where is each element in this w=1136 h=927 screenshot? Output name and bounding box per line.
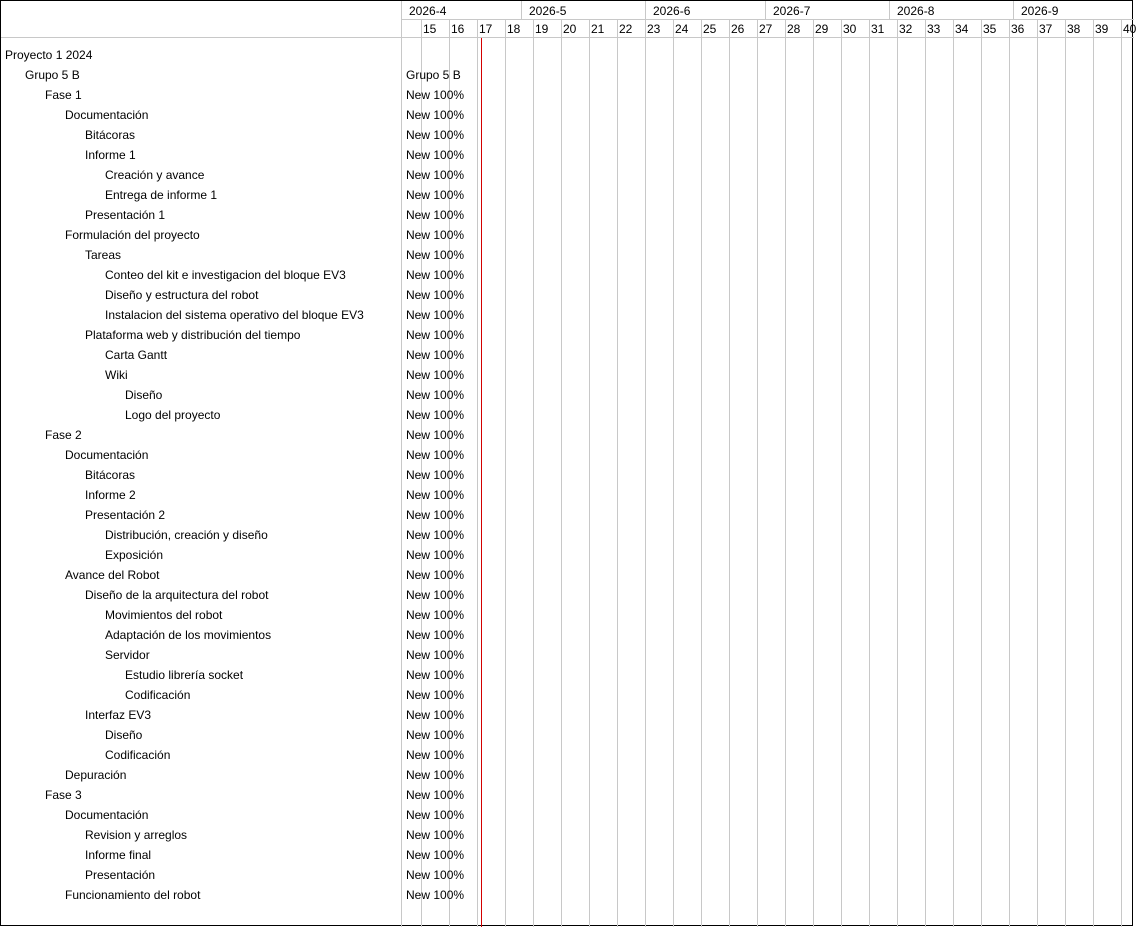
task-bar-label[interactable]: New 100% [406, 308, 465, 322]
month-separator [889, 1, 890, 19]
task-name[interactable]: Diseño [105, 728, 143, 742]
task-bar-label[interactable]: New 100% [406, 108, 465, 122]
task-bar-label[interactable]: New 100% [406, 848, 465, 862]
month-label: 2026-4 [409, 4, 447, 18]
task-name[interactable]: Bitácoras [85, 128, 136, 142]
task-name[interactable]: Carta Gantt [105, 348, 168, 362]
task-bar-label[interactable]: New 100% [406, 348, 465, 362]
task-bar-label[interactable]: New 100% [406, 208, 465, 222]
week-label: 31 [871, 22, 885, 36]
task-name[interactable]: Fase 2 [45, 428, 82, 442]
task-bar-label[interactable]: New 100% [406, 528, 465, 542]
task-bar-label[interactable]: New 100% [406, 368, 465, 382]
month-separator [1013, 1, 1014, 19]
week-gridline [589, 19, 590, 927]
task-name[interactable]: Logo del proyecto [125, 408, 221, 422]
task-bar-label[interactable]: New 100% [406, 388, 465, 402]
task-bar-label[interactable]: New 100% [406, 228, 465, 242]
task-name[interactable]: Informe 2 [85, 488, 136, 502]
week-label: 18 [507, 22, 521, 36]
week-gridline [729, 19, 730, 927]
month-label: 2026-6 [653, 4, 691, 18]
task-bar-label[interactable]: New 100% [406, 88, 465, 102]
month-label: 2026-5 [529, 4, 567, 18]
task-bar-label[interactable]: New 100% [406, 888, 465, 902]
week-gridline [925, 19, 926, 927]
week-label: 28 [787, 22, 801, 36]
week-label: 35 [983, 22, 997, 36]
week-gridline [701, 19, 702, 927]
task-name[interactable]: Bitácoras [85, 468, 136, 482]
week-gridline [1037, 19, 1038, 927]
task-name[interactable]: Conteo del kit e investigacion del bloque EV3 [105, 268, 346, 282]
week-label: 32 [899, 22, 913, 36]
week-label: 22 [619, 22, 633, 36]
task-bar-label[interactable]: New 100% [406, 568, 465, 582]
task-bar-label[interactable]: New 100% [406, 148, 465, 162]
task-bar-label[interactable]: New 100% [406, 728, 465, 742]
week-label: 17 [479, 22, 493, 36]
week-gridline [477, 19, 478, 927]
task-bar-label[interactable]: New 100% [406, 788, 465, 802]
week-label: 27 [759, 22, 773, 36]
task-name[interactable]: Estudio librería socket [125, 668, 244, 682]
week-gridline [561, 19, 562, 927]
task-name[interactable]: Diseño y estructura del robot [105, 288, 259, 302]
week-gridline [757, 19, 758, 927]
task-name[interactable]: Codificación [125, 688, 191, 702]
week-gridline [841, 19, 842, 927]
week-gridline [785, 19, 786, 927]
week-gridline [869, 19, 870, 927]
week-label: 23 [647, 22, 661, 36]
task-bar-label[interactable]: New 100% [406, 448, 465, 462]
week-gridline [981, 19, 982, 927]
task-bar-label[interactable]: New 100% [406, 868, 465, 882]
week-gridline [1093, 19, 1094, 927]
month-week-separator [401, 19, 1134, 20]
task-name[interactable]: Diseño [125, 388, 163, 402]
task-name[interactable]: Presentación [85, 868, 156, 882]
task-name[interactable]: Servidor [105, 648, 150, 662]
week-gridline [617, 19, 618, 927]
task-bar-label[interactable]: New 100% [406, 668, 465, 682]
task-name[interactable]: Formulación del proyecto [65, 228, 200, 242]
month-separator [521, 1, 522, 19]
week-gridline [813, 19, 814, 927]
week-gridline [1121, 19, 1122, 927]
task-bar-label[interactable]: New 100% [406, 248, 465, 262]
week-label: 33 [927, 22, 941, 36]
task-name[interactable]: Entrega de informe 1 [105, 188, 218, 202]
week-gridline [673, 19, 674, 927]
task-bar-label[interactable]: Grupo 5 B [406, 68, 461, 82]
month-label: 2026-9 [1021, 4, 1059, 18]
task-name[interactable]: Diseño de la arquitectura del robot [85, 588, 269, 602]
task-bar-label[interactable]: New 100% [406, 588, 465, 602]
month-separator [645, 1, 646, 19]
week-label: 21 [591, 22, 605, 36]
task-name[interactable]: Grupo 5 B [25, 68, 80, 82]
task-name[interactable]: Funcionamiento del robot [65, 888, 201, 902]
week-gridline [1009, 19, 1010, 927]
task-name[interactable]: Wiki [105, 368, 128, 382]
task-bar-label[interactable]: New 100% [406, 268, 465, 282]
task-name[interactable]: Tareas [85, 248, 122, 262]
task-bar-label[interactable]: New 100% [406, 188, 465, 202]
tree-timeline-divider[interactable] [401, 1, 402, 927]
task-name[interactable]: Documentación [65, 448, 149, 462]
week-label: 20 [563, 22, 577, 36]
task-bar-label[interactable]: New 100% [406, 168, 465, 182]
today-marker-line [481, 38, 482, 927]
week-label: 24 [675, 22, 689, 36]
week-label: 19 [535, 22, 549, 36]
task-bar-label[interactable]: New 100% [406, 648, 465, 662]
week-label: 36 [1011, 22, 1025, 36]
month-separator [765, 1, 766, 19]
week-gridline [1065, 19, 1066, 927]
task-name[interactable]: Proyecto 1 2024 [5, 48, 93, 62]
week-label: 39 [1095, 22, 1109, 36]
task-name[interactable]: Documentación [65, 108, 149, 122]
week-label: 25 [703, 22, 717, 36]
task-name[interactable]: Fase 3 [45, 788, 82, 802]
task-name[interactable]: Adaptación de los movimientos [105, 628, 272, 642]
task-name[interactable]: Fase 1 [45, 88, 82, 102]
task-bar-label[interactable]: New 100% [406, 708, 465, 722]
week-gridline [533, 19, 534, 927]
task-name[interactable]: Distribución, creación y diseño [105, 528, 268, 542]
task-name[interactable]: Avance del Robot [65, 568, 160, 582]
task-bar-label[interactable]: New 100% [406, 748, 465, 762]
task-name[interactable]: Plataforma web y distribución del tiempo [85, 328, 301, 342]
task-name[interactable]: Presentación 2 [85, 508, 166, 522]
week-label: 40 [1123, 22, 1136, 36]
week-label: 38 [1067, 22, 1081, 36]
week-label: 29 [815, 22, 829, 36]
task-bar-label[interactable]: New 100% [406, 468, 465, 482]
month-label: 2026-7 [773, 4, 811, 18]
task-name[interactable]: Presentación 1 [85, 208, 166, 222]
task-bar-label[interactable]: New 100% [406, 768, 465, 782]
task-name[interactable]: Creación y avance [105, 168, 205, 182]
task-name[interactable]: Documentación [65, 808, 149, 822]
week-label: 26 [731, 22, 745, 36]
task-bar-label[interactable]: New 100% [406, 428, 465, 442]
task-bar-label[interactable]: New 100% [406, 508, 465, 522]
week-gridline [897, 19, 898, 927]
task-bar-label[interactable]: New 100% [406, 688, 465, 702]
task-bar-label[interactable]: New 100% [406, 808, 465, 822]
task-bar-label[interactable]: New 100% [406, 288, 465, 302]
task-name[interactable]: Depuración [65, 768, 127, 782]
task-bar-label[interactable]: New 100% [406, 128, 465, 142]
task-bar-label[interactable]: New 100% [406, 408, 465, 422]
task-bar-label[interactable]: New 100% [406, 488, 465, 502]
task-bar-label[interactable]: New 100% [406, 608, 465, 622]
task-name[interactable]: Codificación [105, 748, 171, 762]
week-label: 34 [955, 22, 969, 36]
task-name[interactable]: Movimientos del robot [105, 608, 223, 622]
week-label: 30 [843, 22, 857, 36]
header-separator [1, 37, 1134, 38]
task-name[interactable]: Informe final [85, 848, 152, 862]
week-gridline [953, 19, 954, 927]
week-label: 15 [423, 22, 437, 36]
task-bar-label[interactable]: New 100% [406, 628, 465, 642]
week-gridline [505, 19, 506, 927]
task-name[interactable]: Revision y arreglos [85, 828, 188, 842]
task-name[interactable]: Exposición [105, 548, 164, 562]
week-label: 37 [1039, 22, 1053, 36]
week-gridline [645, 19, 646, 927]
month-label: 2026-8 [897, 4, 935, 18]
task-name[interactable]: Informe 1 [85, 148, 136, 162]
task-name[interactable]: Instalacion del sistema operativo del bloque EV3 [105, 308, 364, 322]
task-bar-label[interactable]: New 100% [406, 548, 465, 562]
week-label: 16 [451, 22, 465, 36]
task-name[interactable]: Interfaz EV3 [85, 708, 152, 722]
task-bar-label[interactable]: New 100% [406, 828, 465, 842]
task-bar-label[interactable]: New 100% [406, 328, 465, 342]
